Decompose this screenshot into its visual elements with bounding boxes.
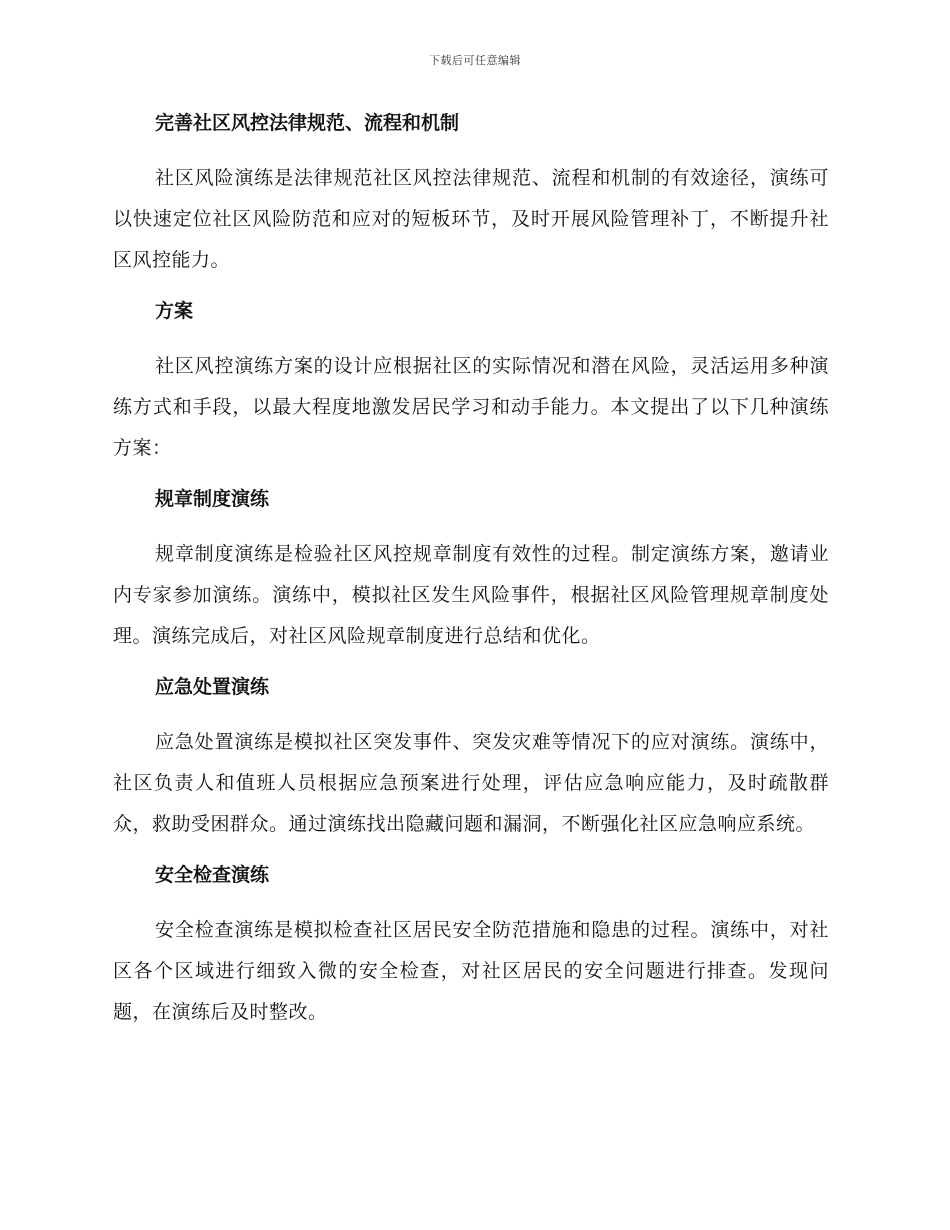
section-heading: 安全检查演练: [155, 864, 270, 886]
page-header: 下载后可任意编辑: [429, 54, 521, 67]
section-paragraph: 社区风险演练是法律规范社区风控法律规范、流程和机制的有效途径，演练可以快速定位社区风险防范和应对的短板环节，及时开展风险管理补丁，不断提升社区风控能力。: [113, 167, 829, 271]
section-heading: 完善社区风控法律规范、流程和机制: [155, 112, 460, 134]
section-heading: 方案: [155, 300, 194, 322]
section-heading: 规章制度演练: [155, 488, 270, 510]
document-body: [113, 110, 829, 1050]
section-rules-drill: [113, 486, 829, 657]
section-paragraph: 应急处置演练是模拟社区突发事件、突发灾难等情况下的应对演练。演练中，社区负责人和值班人员根据应急预案进行处理，评估应急响应能力，及时疏散群众，救助受困群众。通过演练找出隐藏问题和漏洞，不断强化社区应急响应系统。: [113, 731, 829, 835]
section-paragraph: 规章制度演练是检验社区风控规章制度有效性的过程。制定演练方案，邀请业内专家参加演练。演练中，模拟社区发生风险事件，根据社区风险管理规章制度处理。演练完成后，对社区风险规章制度进行总结和优化。: [113, 543, 829, 647]
section-emergency-drill: [113, 674, 829, 845]
section-legal-norms: [113, 110, 829, 281]
section-paragraph: 社区风控演练方案的设计应根据社区的实际情况和潜在风险，灵活运用多种演练方式和手段，以最大程度地激发居民学习和动手能力。本文提出了以下几种演练方案：: [113, 355, 829, 459]
section-plan: [113, 298, 829, 469]
section-heading: 应急处置演练: [155, 676, 270, 698]
section-safety-inspection-drill: [113, 862, 829, 1033]
section-paragraph: 安全检查演练是模拟检查社区居民安全防范措施和隐患的过程。演练中，对社区各个区域进行细致入微的安全检查，对社区居民的安全问题进行排查。发现问题，在演练后及时整改。: [113, 919, 829, 1023]
